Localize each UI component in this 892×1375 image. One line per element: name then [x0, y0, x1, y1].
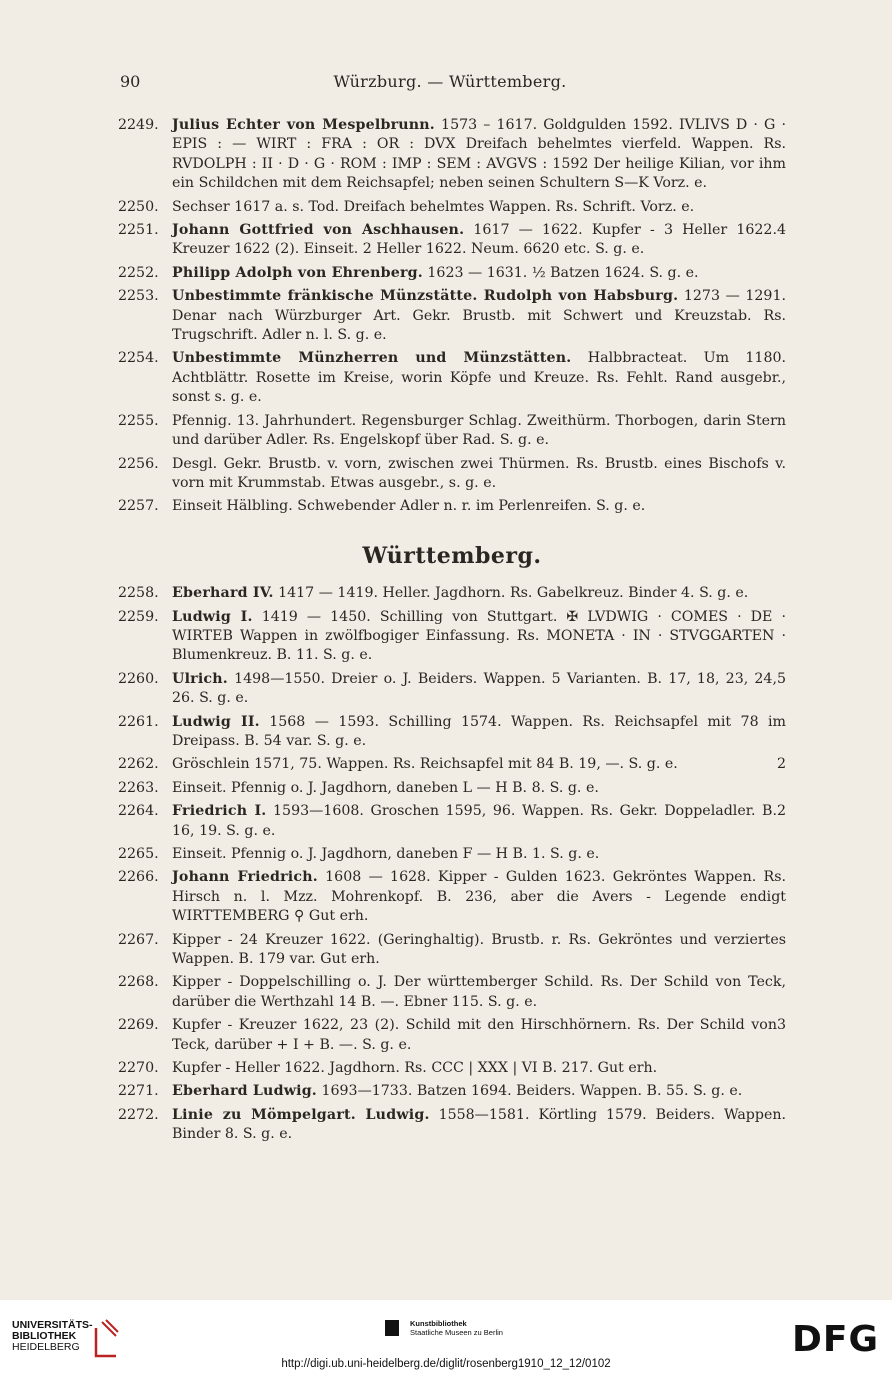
- entry-number: 2260.: [118, 670, 159, 687]
- catalog-entry: [118, 264, 786, 283]
- page-header: [120, 72, 780, 96]
- catalog-entry: [118, 779, 786, 798]
- entry-description: Kupfer - Heller 1622. Jagdhorn. Rs. CCC | XXX | VI B. 217. Gut erh.: [172, 1060, 658, 1077]
- entry-number: 2251.: [118, 222, 159, 239]
- entry-ruler: Ludwig II.: [172, 713, 260, 730]
- entry-number: 2272.: [118, 1106, 159, 1123]
- catalog-entry: [118, 755, 786, 774]
- entry-list-wuerttemberg: [118, 584, 786, 1145]
- catalog-entry: [118, 1059, 786, 1078]
- catalog-entry: [118, 868, 786, 926]
- entry-description: 1593—1608. Groschen 1595, 96. Wappen. Rs. Gekr. Doppeladler. B. 16, 19. S. g. e.: [172, 803, 777, 839]
- catalog-entry: [118, 287, 786, 345]
- entry-description: 1573 – 1617. Goldgulden 1592. IVLIVS D · G · EPIS : — WIRT : FRA : OR : DVX Dreifach behelmtes vierfeld. Wappen. Rs. RVDOLPH : II · D · G · ROM : IMP : SEM : AVGVS : 1592 Der heilige Kilian, vor ihm ein Schildchen mit dem Reichsapfel; neben seinen Schultern S—K Vorz. e.: [172, 117, 786, 192]
- entry-description: 1419 — 1450. Schilling von Stuttgart. ✠ LVDWIG · COMES · DE · WIRTEB Wappen in zwölfbogiger Einfassung. Rs. MONETA · IN · STVGGARTEN · Blumenkreuz. B. 11. S. g. e.: [172, 608, 786, 664]
- entry-description: Desgl. Gekr. Brustb. v. vorn, zwischen zwei Thürmen. Rs. Brustb. eines Bischofs v. vorn mit Krummstab. Etwas ausgebr., s. g. e.: [172, 455, 786, 491]
- entry-ruler: Unbestimmte fränkische Münzstätte. Rudolph von Habsburg.: [172, 288, 679, 305]
- entry-number: 2252.: [118, 264, 159, 281]
- catalog-entry: [118, 455, 786, 494]
- catalog-entry: [118, 1106, 786, 1145]
- entry-description: Kipper - Doppelschilling o. J. Der württemberger Schild. Rs. Der Schild von Teck, darüber die Werthzahl 14 B. —. Ebner 115. S. g. e.: [172, 974, 786, 1010]
- entry-ruler: Friedrich I.: [172, 803, 267, 820]
- footer: [0, 1300, 892, 1375]
- entry-list-wuerzburg: [118, 116, 786, 517]
- catalog-entry: [118, 713, 786, 752]
- entry-description: Gröschlein 1571, 75. Wappen. Rs. Reichsapfel mit 84 B. 19, —. S. g. e.: [172, 756, 678, 773]
- catalog-entry: [118, 608, 786, 666]
- entry-ruler: Eberhard Ludwig.: [172, 1083, 317, 1100]
- entry-description: Sechser 1617 a. s. Tod. Dreifach behelmtes Wappen. Rs. Schrift. Vorz. e.: [172, 198, 695, 215]
- entry-description: 1623 — 1631. ½ Batzen 1624. S. g. e.: [422, 264, 699, 281]
- entry-number: 2267.: [118, 931, 159, 948]
- entry-number: 2254.: [118, 350, 159, 367]
- catalog-entries: [118, 116, 786, 1149]
- dfg-logo[interactable]: DFG: [792, 1319, 880, 1360]
- entry-ruler: Ulrich.: [172, 670, 228, 687]
- entry-number: 2257.: [118, 498, 159, 515]
- entry-description: 1617 — 1622. Kupfer - 3 Heller 1622. Kreuzer 1622 (2). Einseit. 2 Heller 1622. Neum. 6620 etc. S. g. e.: [172, 222, 777, 258]
- entry-ruler: Philipp Adolph von Ehrenberg.: [172, 264, 423, 281]
- entry-ruler: Johann Friedrich.: [172, 869, 318, 886]
- catalog-entry: [118, 1016, 786, 1055]
- entry-number: 2258.: [118, 585, 159, 602]
- section-title: Württemberg.: [362, 542, 542, 569]
- entry-description: 1558—1581. Körtling 1579. Beiders. Wappen. Binder 8. S. g. e.: [172, 1106, 787, 1143]
- entry-number: 2271.: [118, 1083, 159, 1100]
- entry-description: Einseit. Pfennig o. J. Jagdhorn, daneben F — H B. 1. S. g. e.: [172, 846, 600, 862]
- catalog-entry: [118, 349, 786, 407]
- catalog-entry: [118, 931, 786, 970]
- entry-number: 2250.: [118, 198, 159, 215]
- entry-description: Einseit. Pfennig o. J. Jagdhorn, daneben L — H B. 8. S. g. e.: [172, 779, 599, 796]
- museum-logo-text[interactable]: Kunstbibliothek Staatliche Museen zu Berlin: [410, 1319, 503, 1337]
- entry-number: 2255.: [118, 412, 159, 429]
- entry-number: 2264.: [118, 803, 159, 820]
- entry-number: 2256.: [118, 455, 159, 472]
- entry-description: Kipper - 24 Kreuzer 1622. (Geringhaltig). Brustb. r. Rs. Gekröntes und verziertes Wappen. B. 179 var. Gut erh.: [172, 931, 786, 968]
- entry-ruler: Unbestimmte Münzherren und Münzstätten.: [172, 350, 572, 367]
- museum-logo-icon: [385, 1320, 399, 1336]
- entry-description: Pfennig. 13. Jahrhundert. Regensburger Schlag. Zweithürm. Thorbogen, darin Stern und darüber Adler. Rs. Engelskopf über Rad. S. g. e.: [172, 412, 786, 449]
- entry-quantity: 2: [776, 803, 786, 820]
- catalog-entry: [118, 1082, 786, 1101]
- entry-ruler: Eberhard IV.: [172, 585, 274, 602]
- entry-number: 2262.: [118, 756, 159, 773]
- entry-description: 1498—1550. Dreier o. J. Beiders. Wappen. 5 Varianten. B. 17, 18, 23, 24, 26. S. g. e.: [172, 670, 777, 707]
- entry-description: 1417 — 1419. Heller. Jagdhorn. Rs. Gabelkreuz. Binder 4. S. g. e.: [273, 585, 749, 602]
- running-title: Würzburg. — Württemberg.: [333, 72, 567, 91]
- entry-description: Einseit Hälbling. Schwebender Adler n. r. im Perlenreifen. S. g. e.: [172, 498, 646, 515]
- entry-description: 1608 — 1628. Kipper - Gulden 1623. Gekröntes Wappen. Rs. Hirsch n. l. Mzz. Mohrenkopf. B. 236, aber die Avers - Legende endigt WIRTTEMBERG ⚲ Gut erh.: [172, 869, 786, 925]
- catalog-entry: [118, 584, 786, 603]
- page-number: 90: [120, 72, 141, 91]
- entry-quantity: 4: [776, 222, 786, 239]
- entry-number: 2263.: [118, 779, 159, 796]
- catalog-entry: [118, 221, 786, 260]
- entry-number: 2261.: [118, 713, 159, 730]
- entry-description: 1568 — 1593. Schilling 1574. Wappen. Rs. Reichsapfel mit 78 im Dreipass. B. 54 var. S. g. e.: [172, 713, 786, 749]
- entry-ruler: Julius Echter von Mespelbrunn.: [172, 117, 435, 133]
- entry-number: 2265.: [118, 846, 159, 862]
- catalog-entry: [118, 802, 786, 841]
- catalog-entry: [118, 497, 786, 516]
- library-mark-icon: [92, 1318, 120, 1358]
- entry-description: Halbbracteat. Um 1180. Achtblättr. Rosette im Kreise, worin Köpfe und Kreuze. Rs. Fehlt. Rand ausgebr., sonst s. g. e.: [172, 350, 787, 406]
- entry-quantity: 2: [776, 756, 786, 773]
- entry-number: 2268.: [118, 974, 159, 991]
- entry-number: 2249.: [118, 117, 159, 133]
- catalog-entry: [118, 412, 786, 451]
- entry-number: 2269.: [118, 1017, 159, 1034]
- entry-number: 2266.: [118, 869, 159, 886]
- entry-description: 1693—1733. Batzen 1694. Beiders. Wappen. B. 55. S. g. e.: [316, 1083, 743, 1100]
- university-library-logo[interactable]: UNIVERSITÄTS- BIBLIOTHEK HEIDELBERG: [12, 1319, 93, 1353]
- entry-number: 2270.: [118, 1060, 159, 1077]
- catalog-entry: [118, 670, 786, 709]
- source-url[interactable]: http://digi.ub.uni-heidelberg.de/diglit/rosenberg1910_12_12/0102: [281, 1358, 611, 1370]
- entry-description: Kupfer - Kreuzer 1622, 23 (2). Schild mit den Hirschhörnern. Rs. Der Schild von Teck, darüber + I + B. —. S. g. e.: [172, 1017, 777, 1053]
- catalog-entry: [118, 845, 786, 864]
- catalog-entry: [118, 973, 786, 1012]
- entry-quantity: 5: [776, 670, 786, 687]
- catalog-entry: [118, 116, 786, 194]
- catalog-entry: [118, 198, 786, 217]
- entry-quantity: 3: [776, 1017, 786, 1034]
- entry-number: 2259.: [118, 608, 159, 625]
- entry-ruler: Johann Gottfried von Aschhausen.: [172, 222, 465, 239]
- entry-description: 1273 — 1291. Denar nach Würzburger Art. Gekr. Brustb. mit Schwert und Kreuzstab. Rs. Trugschrift. Adler n. l. S. g. e.: [172, 288, 786, 344]
- entry-ruler: Ludwig I.: [172, 608, 253, 625]
- entry-number: 2253.: [118, 288, 159, 305]
- entry-ruler: Linie zu Mömpelgart. Ludwig.: [172, 1106, 430, 1123]
